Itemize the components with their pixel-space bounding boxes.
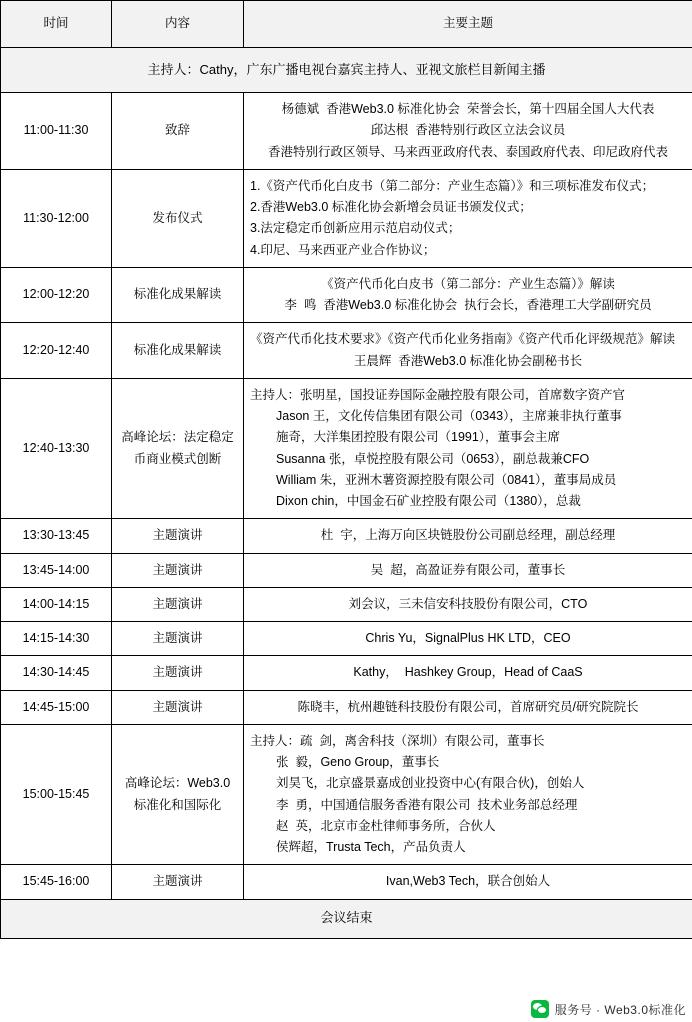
topic-lines — [250, 329, 686, 372]
topic-lines — [250, 525, 686, 546]
topic-line: 杜 宇，上海万向区块链股份公司副总经理，副总经理 — [320, 528, 616, 543]
topic-line: 陈晓丰，杭州趣链科技股份有限公司，首席研究员/研究院院长 — [297, 699, 639, 714]
cell-content: 主题演讲 — [112, 587, 244, 621]
cell-topic — [244, 587, 692, 621]
table-row — [1, 378, 692, 519]
topic-line: 刘会议，三未信安科技股份有限公司，CTO — [348, 596, 588, 611]
table-row — [1, 169, 692, 267]
topic-line: Kathy， Hashkey Group，Head of CaaS — [353, 665, 583, 680]
header-row — [1, 1, 692, 48]
topic-line: 邱达根 香港特别行政区立法会议员 — [370, 123, 566, 138]
topic-line: 主持人：疏 剑，离舍科技（深圳）有限公司，董事长 — [250, 733, 545, 748]
cell-topic — [244, 553, 692, 587]
topic-line: Jason 王，文化传信集团有限公司（0343），主席兼非执行董事 — [276, 409, 622, 423]
topic-lines — [250, 385, 686, 513]
topic-line: 李 鸣 香港Web3.0 标准化协会 执行会长，香港理工大学副研究员 — [284, 298, 652, 312]
topic-line: 3.法定稳定币创新应用示范启动仪式； — [250, 221, 461, 236]
table-row — [1, 553, 692, 587]
cell-content: 标准化成果解读 — [112, 267, 244, 323]
cell-topic — [244, 93, 692, 170]
table-row — [1, 865, 692, 899]
topic-line: 香港特别行政区领导、马来西亚政府代表、泰国政府代表、印尼政府代表 — [267, 144, 668, 159]
cell-time: 14:30-14:45 — [1, 656, 112, 690]
topic-line: Chris Yu，SignalPlus HK LTD，CEO — [365, 631, 571, 645]
table-row — [1, 267, 692, 323]
cell-time: 13:30-13:45 — [1, 519, 112, 553]
host-row-text: 主持人：Cathy，广东广播电视台嘉宾主持人、亚视文旅栏目新闻主播 — [1, 48, 692, 93]
table-row — [1, 587, 692, 621]
cell-topic — [244, 169, 692, 267]
cell-time: 12:20-12:40 — [1, 323, 112, 379]
cell-time: 12:40-13:30 — [1, 378, 112, 519]
cell-topic — [244, 656, 692, 690]
table-row — [1, 323, 692, 379]
cell-content: 主题演讲 — [112, 553, 244, 587]
cell-topic — [244, 865, 692, 899]
topic-line: 侯辉超，Trusta Tech，产品负责人 — [276, 840, 466, 854]
cell-content: 高峰论坛：法定稳定币商业模式创断 — [112, 378, 244, 519]
cell-time: 15:45-16:00 — [1, 865, 112, 899]
cell-content: 主题演讲 — [112, 865, 244, 899]
table-body — [1, 48, 692, 900]
cell-time: 13:45-14:00 — [1, 553, 112, 587]
host-row — [1, 48, 692, 93]
topic-line: William 朱，亚洲木薯资源控股有限公司（0841），董事局成员 — [276, 472, 617, 487]
topic-line: 张 毅，Geno Group，董事长 — [276, 755, 440, 769]
table-row — [1, 93, 692, 170]
table-row — [1, 724, 692, 865]
cell-content: 主题演讲 — [112, 519, 244, 553]
cell-time: 14:45-15:00 — [1, 690, 112, 724]
topic-line: 刘昊飞，北京盛景嘉成创业投资中心(有限合伙)，创始人 — [276, 776, 585, 791]
cell-time: 15:00-15:45 — [1, 724, 112, 865]
cell-content: 主题演讲 — [112, 622, 244, 656]
table-row — [1, 519, 692, 553]
topic-lines — [250, 176, 686, 261]
header-time: 时间 — [1, 1, 112, 48]
topic-line: Ivan,Web3 Tech，联合创始人 — [385, 874, 551, 889]
topic-line: 李 勇，中国通信服务香港有限公司 技术业务部总经理 — [276, 797, 578, 812]
cell-topic — [244, 622, 692, 656]
topic-lines — [250, 560, 686, 581]
wechat-icon — [531, 1000, 549, 1018]
table-row — [1, 690, 692, 724]
closing-row-text: 会议结束 — [1, 899, 692, 938]
topic-line: 赵 英，北京市金杜律师事务所，合伙人 — [276, 818, 496, 833]
topic-line: 1.《资产代币化白皮书（第二部分：产业生态篇）》和三项标准发布仪式； — [250, 178, 655, 193]
cell-time: 12:00-12:20 — [1, 267, 112, 323]
cell-topic — [244, 519, 692, 553]
topic-line: 主持人：张明星，国投证券国际金融控股有限公司，首席数字资产官 — [250, 387, 626, 402]
topic-lines — [250, 697, 686, 718]
cell-topic — [244, 267, 692, 323]
topic-lines — [250, 871, 686, 892]
cell-content: 主题演讲 — [112, 656, 244, 690]
topic-lines — [250, 628, 686, 649]
topic-line: 施奇，大洋集团控股有限公司（1991），董事会主席 — [276, 430, 561, 445]
cell-topic — [244, 378, 692, 519]
cell-time: 14:15-14:30 — [1, 622, 112, 656]
cell-topic — [244, 690, 692, 724]
cell-topic — [244, 323, 692, 379]
topic-line: 2.香港Web3.0 标准化协会新增会员证书颁发仪式； — [250, 200, 532, 214]
header-content: 内容 — [112, 1, 244, 48]
table-footer — [1, 899, 692, 938]
footer-label: 服务号 · Web3.0标准化 — [554, 1002, 686, 1017]
topic-line: 《资产代币化技术要求》《资产代币化业务指南》《资产代币化评级规范》解读 — [250, 332, 676, 347]
topic-line: 4.印尼、马来西亚产业合作协议； — [250, 242, 436, 257]
table-header — [1, 1, 692, 48]
cell-content: 标准化成果解读 — [112, 323, 244, 379]
topic-line: Dixon chin，中国金石矿业控股有限公司（1380），总裁 — [276, 494, 581, 508]
cell-content: 高峰论坛：Web3.0 标准化和国际化 — [112, 724, 244, 865]
footer-watermark — [531, 1000, 686, 1018]
topic-line: 杨德斌 香港Web3.0 标准化协会 荣誉会长，第十四届全国人大代表 — [281, 102, 655, 116]
topic-line: 王晨辉 香港Web3.0 标准化协会副秘书长 — [353, 353, 583, 368]
topic-lines — [250, 594, 686, 615]
cell-topic — [244, 724, 692, 865]
cell-content: 发布仪式 — [112, 169, 244, 267]
topic-line: 《资产代币化白皮书（第二部分：产业生态篇）》解读 — [321, 276, 615, 291]
topic-lines — [250, 731, 686, 859]
cell-time: 11:30-12:00 — [1, 169, 112, 267]
topic-line: Susanna 张，卓悦控股有限公司（0653），副总裁兼CFO — [276, 451, 590, 466]
cell-time: 11:00-11:30 — [1, 93, 112, 170]
topic-lines — [250, 99, 686, 163]
table-row — [1, 656, 692, 690]
cell-content: 主题演讲 — [112, 690, 244, 724]
cell-time: 14:00-14:15 — [1, 587, 112, 621]
topic-line: 吴 超，高盈证券有限公司，董事长 — [370, 562, 566, 577]
table-row — [1, 622, 692, 656]
topic-lines — [250, 662, 686, 683]
closing-row — [1, 899, 692, 938]
cell-content: 致辞 — [112, 93, 244, 170]
header-topic: 主要主题 — [244, 1, 692, 48]
topic-lines — [250, 274, 686, 317]
